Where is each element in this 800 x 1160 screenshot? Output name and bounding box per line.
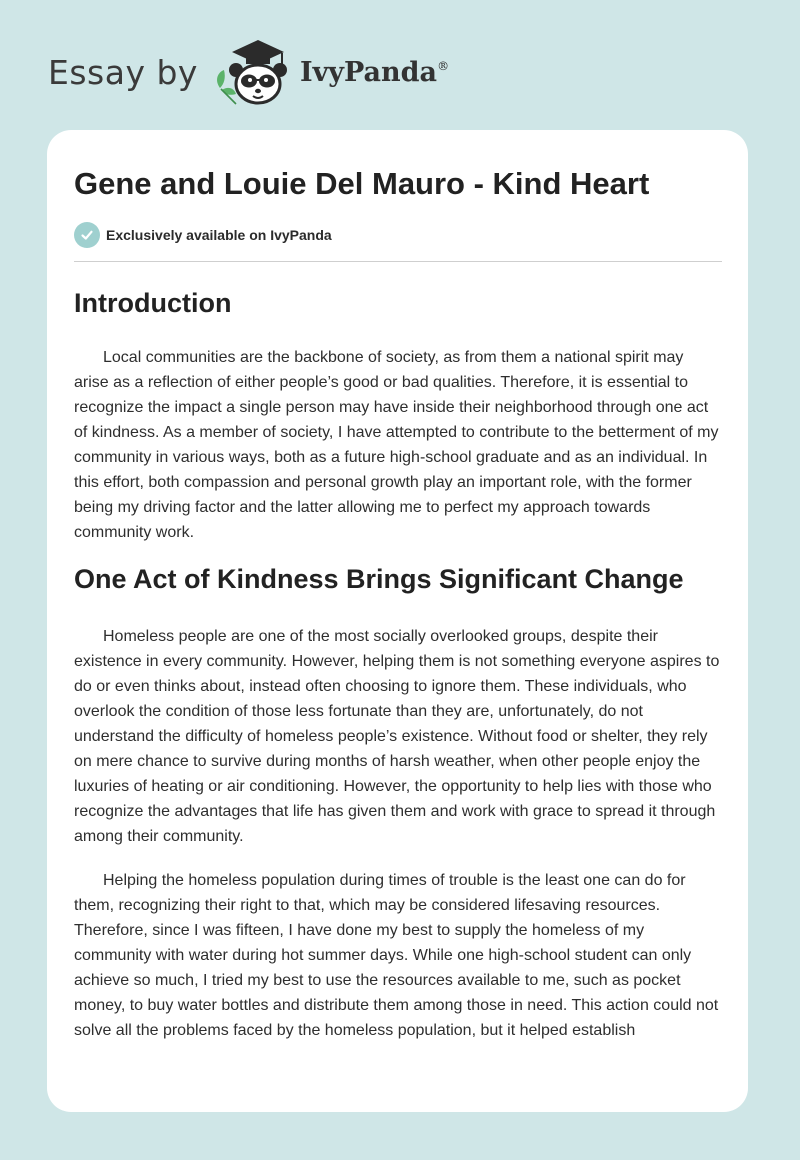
section-heading-introduction: Introduction — [74, 288, 232, 318]
registered-mark: ® — [437, 58, 450, 73]
panda-graduate-logo-icon[interactable] — [212, 36, 296, 108]
essay-card — [47, 130, 748, 1112]
paragraph: Local communities are the backbone of society, as from them a national spirit may arise as a reflection of either people’s good or bad qualities. Therefore, it is essential to recognize the impact a single person may have inside their neighborhood through one act of kindness. As a member of society, I have attempted to contribute to the betterment of my community in various ways, both as a future high-school graduate and as an individual. In this effort, both compassion and personal growth play an important role, with the former being my driving factor and the latter allowing me to perfect my approach towards community work. — [74, 349, 719, 541]
divider — [74, 261, 722, 262]
brand-prefix: Essay by — [48, 52, 198, 92]
exclusive-badge — [74, 222, 722, 248]
paragraph: Helping the homeless population during times of trouble is the least one can do for them, recognizing their right to that, which may be considered lifesaving resources. Therefore, since I was fifteen, I have done my best to supply the homeless of my community with water during hot summer days. While one high-school student can only achieve so much, I tried my best to use the resources available to me, such as pocket money, to buy water bottles and distribute them among those in need. This action could not solve all the problems faced by the homeless population, but it helped establish — [74, 872, 719, 1039]
paragraph: Homeless people are one of the most socially overlooked groups, despite their existence in every community. However, helping them is not something everyone aspires to do or even thinks about, instead often choosing to ignore them. These individuals, who overlook the condition of those less fortunate than they are, unfortunately, do not understand the difficulty of homeless people’s existence. Without food or shelter, they rely on mere chance to survive during months of harsh weather, when other people enjoy the luxuries of heating or air conditioning. However, the opportunity to help lies with those who recognize the advantages that life has given them and work with grace to spread it through among their community. — [74, 628, 720, 845]
check-circle-icon — [74, 222, 100, 248]
essay-title: Gene and Louie Del Mauro - Kind Heart — [74, 166, 650, 201]
site-header — [48, 36, 449, 108]
brand-name[interactable]: IvyPanda® — [299, 56, 450, 88]
exclusive-badge-text: Exclusively available on IvyPanda — [106, 227, 332, 243]
section-heading-act-of-kindness: One Act of Kindness Brings Significant Change — [74, 564, 684, 594]
